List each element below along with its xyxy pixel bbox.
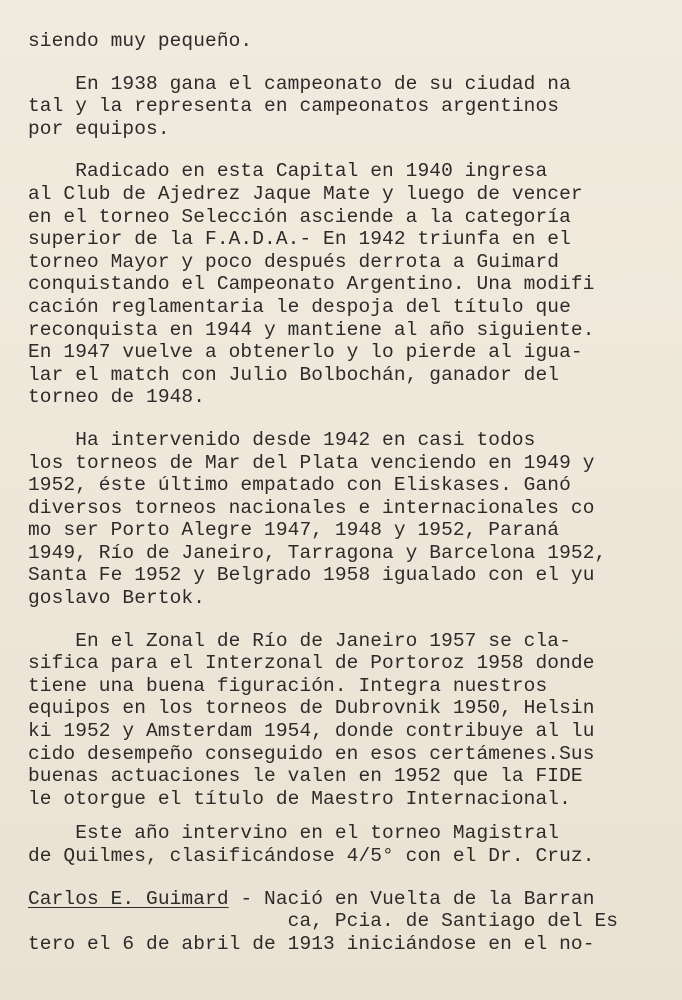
person-name: Carlos E. Guimard (28, 887, 229, 910)
paragraph-intro-end (28, 30, 668, 53)
text-line: sifica para el Interzonal de Portoroz 1958 donde (28, 652, 595, 675)
text-line: Ha intervenido desde 1942 en casi todos (28, 428, 536, 451)
text-line: buenas actuaciones le valen en 1952 que la FIDE (28, 765, 583, 788)
paragraph-1938 (28, 73, 668, 141)
document-body (28, 30, 668, 955)
text-line: siendo muy pequeño. (28, 30, 253, 52)
text-line: ki 1952 y Amsterdam 1954, donde contribuye al lu (28, 720, 595, 743)
text-line: En el Zonal de Río de Janeiro 1957 se cla- (28, 629, 571, 652)
text-line: En 1947 vuelve a obtenerlo y lo pierde al igua- (28, 341, 583, 364)
text-line: Este año intervino en el torneo Magistral (28, 822, 560, 845)
paragraph-tournaments (28, 429, 668, 610)
text-line: 1952, éste último empatado con Eliskases. Ganó (28, 474, 571, 497)
text-line: Santa Fe 1952 y Belgrado 1958 igualado con el yu (28, 564, 595, 587)
paragraph-zonal (28, 630, 668, 811)
text-line (28, 888, 668, 911)
text-line: goslavo Bertok. (28, 587, 206, 610)
text-line: superior de la F.A.D.A.- En 1942 triunfa en el (28, 228, 571, 251)
text-line: mo ser Porto Alegre 1947, 1948 y 1952, Paraná (28, 519, 560, 542)
text-line: ca, Pcia. de Santiago del Es (28, 910, 619, 933)
text-line: reconquista en 1944 y mantiene al año siguiente. (28, 318, 595, 341)
text-line: Radicado en esta Capital en 1940 ingresa (28, 160, 548, 183)
text-line: lar el match con Julio Bolbochán, ganador del (28, 363, 560, 386)
text-line: 1949, Río de Janeiro, Tarragona y Barcelona 1952, (28, 541, 607, 564)
text-line: tiene una buena figuración. Integra nuestros (28, 674, 548, 697)
text-line: en el torneo Selección asciende a la categoría (28, 205, 571, 228)
paragraph-capital (28, 160, 668, 409)
text-line: por equipos. (28, 117, 170, 140)
text-line: diversos torneos nacionales e internacionales co (28, 496, 595, 519)
text-line: cación reglamentaria le despoja del título que (28, 295, 571, 318)
text-line: torneo de 1948. (28, 386, 206, 409)
text-line: cido desempeño conseguido en esos certámenes.Sus (28, 742, 595, 765)
text-line: En 1938 gana el campeonato de su ciudad na (28, 72, 571, 95)
text-line: le otorgue el título de Maestro Internacional. (28, 787, 571, 810)
text-line: equipos en los torneos de Dubrovnik 1950, Helsin (28, 697, 595, 720)
text-line: conquistando el Campeonato Argentino. Una modifi (28, 273, 595, 296)
paragraph-quilmes (28, 822, 668, 867)
text-line: de Quilmes, clasificándose 4/5° con el Dr. Cruz. (28, 845, 595, 867)
text-line: los torneos de Mar del Plata venciendo en 1949 y (28, 451, 595, 474)
text-line: torneo Mayor y poco después derrota a Guimard (28, 250, 560, 273)
text-line: tero el 6 de abril de 1913 iniciándose en el no- (28, 932, 595, 955)
text-line: tal y la representa en campeonatos argentinos (28, 95, 560, 118)
text-line: al Club de Ajedrez Jaque Mate y luego de vencer (28, 182, 583, 205)
text-fragment: - Nació en Vuelta de la Barran (228, 887, 595, 910)
paragraph-guimard (28, 888, 668, 956)
